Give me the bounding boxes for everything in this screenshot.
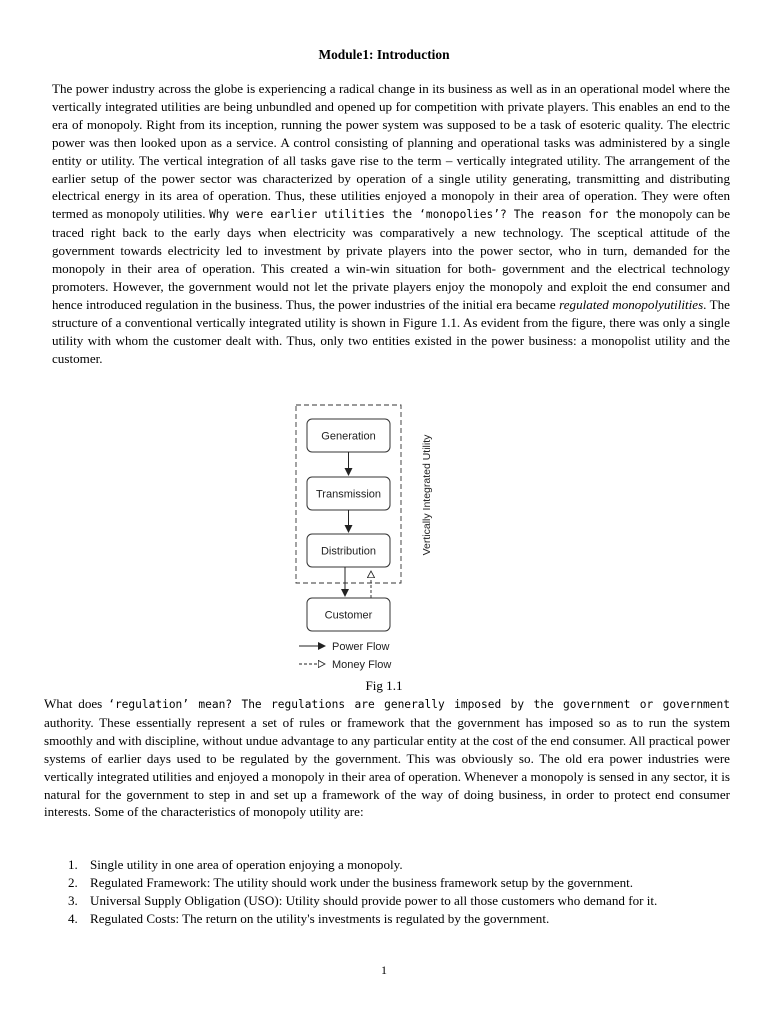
- list-number: 3.: [68, 892, 78, 908]
- list-item: [68, 874, 730, 892]
- characteristics-list: [68, 856, 730, 928]
- page-title: Module1: Introduction: [318, 47, 450, 62]
- distribution-label: Distribution: [320, 545, 377, 558]
- legend-money-label: Money Flow: [332, 659, 392, 671]
- list-item: [68, 910, 730, 928]
- intro-text-1: The power industry across the globe is experiencing a radical change in its business as well as in an operational model where the vertically integrated utilities are being unbundled and opened up for competition with private players. This enables an end to the era of monopoly. Right from its inception, running the power system was supposed to be a task of esoteric quality. The electric power was then looked upon as a service. A control consisting of planning and operational tasks was administered by a single entity or utility. The vertical integration of all tasks gave rise to the term – vertically integrated utility. The arrangement of the earlier setup of the power sector was characterized by operation of a single utility generating, transmitting and distributing electrical energy in its area of operation. Thus, these utilities enjoyed a monopoly in their area of operation. They were often termed as monopoly utilities.: [52, 81, 730, 222]
- figure-caption: Fig 1.1: [365, 678, 403, 693]
- regulation-paragraph: [44, 695, 730, 821]
- intro-italic-term: regulated monopolyutilities: [559, 296, 704, 312]
- legend-power-label: Power Flow: [332, 641, 390, 653]
- regulation-text-1: What does: [44, 696, 109, 711]
- regulation-mono-text: ‘regulation’ mean? The regulations are generally imposed by the government or government: [108, 698, 730, 711]
- list-number: 2.: [68, 874, 78, 890]
- list-number: 4.: [68, 910, 78, 926]
- customer-box: [307, 598, 390, 631]
- figure-1-1: [285, 400, 445, 672]
- list-text: Regulated Costs: The return on the utility's investments is regulated by the government.: [90, 910, 550, 926]
- customer-label: Customer: [324, 609, 373, 622]
- list-text: Single utility in one area of operation enjoying a monopoly.: [90, 857, 403, 872]
- transmission-label: Transmission: [316, 488, 381, 501]
- page-number: 1: [381, 963, 387, 977]
- intro-text-2: monopoly can be traced right back to the early days when electricity was comparatively a new technology. The sceptical attitude of the government towards electricity led to investment by private players into the power sector, who in turn, demanded for the monopoly in their area of operation. This created a win-win situation for both- government and the electrical technology promoters. However, the government would not let the private players enjoy the monopoly and exploit the end consumer and hence introduced regulation in the business. Thus, the power industries of the initial era became: [52, 206, 731, 312]
- list-item: [68, 892, 730, 910]
- generation-box: [307, 419, 390, 452]
- list-text: Regulated Framework: The utility should work under the business framework setup by the government.: [90, 874, 634, 890]
- intro-question-text: Why were earlier utilities the ‘monopolies’? The reason for the: [209, 208, 636, 222]
- intro-text-3: . The structure of a conventional vertically integrated utility is shown in Figure 1.1. As evident from the figure, there was only a single utility with whom the customer dealt with. Thus, only two entities existed in the power business: a monopolist utility and the customer.: [52, 296, 730, 366]
- intro-paragraph: [52, 80, 730, 368]
- generation-label: Generation: [321, 430, 376, 443]
- utility-diagram: [285, 400, 445, 672]
- vertically-integrated-label: Vertically Integrated Utility: [421, 434, 433, 556]
- list-text: Universal Supply Obligation (USO): Utility should provide power to all those customers who demand for it.: [90, 892, 658, 908]
- transmission-box: [307, 477, 390, 510]
- list-item: [68, 856, 730, 874]
- regulation-text-2: authority. These essentially represent a set of rules or framework that the government has imposed so as to run the system smoothly and with discipline, without undue advantage to any particular entity at the cost of the end consumer. All practical power systems of earlier days used to be regulated by the government. This was obviously so. The old era power industries were vertically integrated utilities and enjoyed a monopoly in their area of operation. Whenever a monopoly is sensed in any sector, it is natural for the government to step in and set up a framework of the way of doing business, in order to protect end consumer interests. Some of the characteristics of monopoly utility are:: [44, 714, 730, 820]
- list-number: 1.: [68, 857, 78, 872]
- distribution-box: [307, 534, 390, 567]
